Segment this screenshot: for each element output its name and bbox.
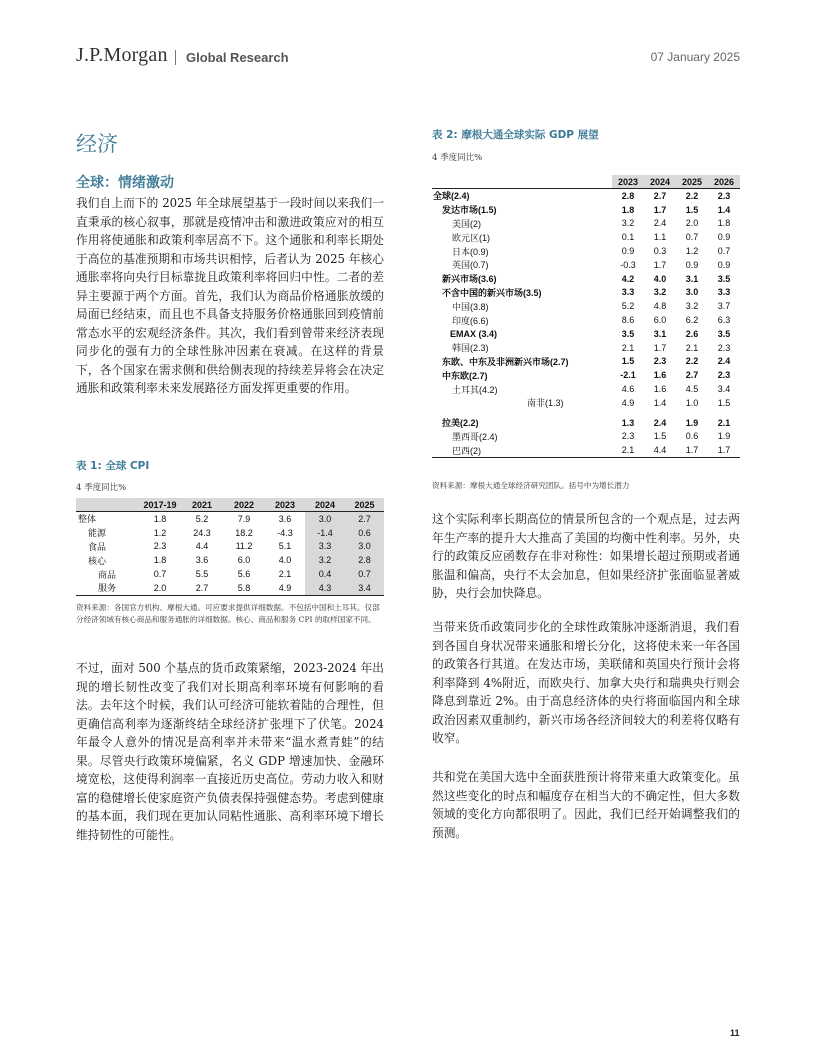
row-label: 美国(2) [452,218,481,229]
table2-source-note: 资料来源：摩根大通全球经济研究团队。括号中为增长潜力 [432,481,630,490]
table-cell: 1.8 [621,204,635,215]
brand-label: Global Research [186,50,289,65]
section-subtitle: 全球：情绪激动 [76,175,174,191]
table-header: 2024 [305,498,345,512]
table-cell: 1.4 [717,204,731,215]
table-cell: -2.1 [620,370,636,381]
table-cell: 1.5 [685,204,699,215]
row-label: 商品 [98,569,117,580]
table-cell: 0.6 [345,526,384,540]
table1-cpi [76,498,384,596]
row-label: 服务 [76,581,139,595]
table-cell: 5.2 [181,512,223,526]
table-header: 2017-19 [139,498,181,512]
table-cell: 1.9 [717,431,731,442]
row-label: 不含中国的新兴市场(3.5) [442,287,542,298]
table-header-blank [432,175,612,189]
table-cell: 5.1 [278,541,292,552]
table-cell: 18.2 [235,527,253,538]
table1-subcaption: 4 季度同比% [76,483,127,493]
table-cell: 0.7 [685,232,699,243]
table-cell: 2.1 [612,443,644,457]
table-cell: 2.4 [717,356,731,367]
table-cell: 2.1 [278,569,292,580]
table-cell: 0.4 [305,567,345,581]
table-cell: 4.0 [278,555,292,566]
table-cell: 11.2 [235,541,253,552]
table1-caption: 表 1: 全球 CPI [76,460,150,472]
table-cell: 3.4 [345,581,384,595]
table-cell: 1.8 [153,555,167,566]
table-header-row [76,498,384,512]
table-row [432,189,740,203]
row-label: 整体 [76,512,139,526]
table-cell: 0.9 [717,259,731,270]
row-label: 全球(2.4) [432,189,612,203]
table-cell: 2.3 [717,370,731,381]
publication-date: 07 January 2025 [650,50,740,64]
table-cell: 0.7 [153,569,167,580]
table-row [432,382,740,396]
table-row [432,230,740,244]
table-cell: 0.7 [717,246,731,257]
row-label: 韩国(2.3) [452,343,489,354]
table-cell: 3.0 [305,512,345,526]
table-cell: 1.7 [653,342,667,353]
table-cell: 1.5 [653,431,667,442]
table-cell: 4.9 [621,397,635,408]
table-row [432,396,740,410]
table-cell: 2.1 [717,417,731,428]
table-cell: 5.5 [195,569,209,580]
table-cell: 3.6 [195,555,209,566]
table-cell: 4.4 [195,541,209,552]
table-row [432,244,740,258]
table-header: 2024 [644,175,676,189]
table-header: 2023 [265,498,305,512]
table-header-blank [76,498,139,512]
table-cell: 5.2 [621,301,635,312]
table-cell: 3.3 [305,540,345,554]
table-cell: 2.3 [621,431,635,442]
paragraph-3: 这个实际利率长期高位的情景所包含的一个观点是，过去两年生产率的提升大大推高了美国的均衡中性利率。另外，央行的政策反应函数存在非对称性：如果增长超过预期或者通胀温和偏高，央行不太会加息，但如果经济扩张面临显著威胁，央行会加快降息。 [432,512,740,600]
row-label: 欧元区(1) [452,232,490,243]
table-cell: 2.7 [181,581,223,595]
table-cell: 2.7 [685,370,699,381]
table-row [432,410,740,430]
table-row [432,313,740,327]
jpmorgan-logo: J.P.Morgan [76,44,168,66]
table-cell: 2.3 [717,342,731,353]
table-row [76,567,384,581]
table-cell: 1.7 [676,443,708,457]
row-label: EMAX (3.4) [450,328,498,339]
table-cell: 3.3 [621,287,635,298]
table-cell: 3.0 [685,287,699,298]
table-cell: 2.2 [676,189,708,203]
table-header: 2022 [223,498,265,512]
row-label: 能源 [88,528,107,539]
row-label: 墨西哥(2.4) [452,431,498,442]
row-label: 南非(1.3) [527,398,564,409]
table-cell: 2.7 [644,189,676,203]
table-cell: 3.6 [265,512,305,526]
table-cell: 4.6 [621,384,635,395]
table-cell: 2.0 [685,218,699,229]
table-cell: 1.9 [685,417,699,428]
row-label: 英国(0.7) [452,260,489,271]
table-row [432,203,740,217]
table-cell: 4.4 [644,443,676,457]
table-cell: 0.9 [717,232,731,243]
table-cell: 4.2 [621,273,635,284]
row-label: 巴西(2) [432,443,612,457]
row-label: 新兴市场(3.6) [442,274,497,285]
paragraph-2: 不过，面对 500 个基点的货币政策紧缩，2023-2024 年出现的增长韧性改变了我们对长期高利率环境有何影响的看法。去年这个时候，我们认可经济可能软着陆的合理性，但更确信高利率为逐渐终结全球经济扩张埋下了伏笔。2024 年最令人意外的情况是高利率并未带来“温水煮青蛙”的结果。尽管央行政策环境偏紧，名义 GDP 增速加快、金融环境宽松，这使得利润率一直接近历史高位。劳动力收入和财富的稳健增长使家庭资产负债表保持强健态势。考虑到健康的基本面，我们现在更加认同粘性通胀、高利率环境下增长维持韧性的可能性。 [76,661,384,842]
table-cell: 6.0 [653,315,667,326]
table-cell: 3.2 [653,287,667,298]
table-row [432,430,740,444]
table-cell: 1.0 [685,397,699,408]
table-cell: 2.7 [345,512,384,526]
table-cell: 2.4 [653,417,667,428]
table-header-row [432,175,740,189]
table-cell: 2.8 [345,553,384,567]
table-cell: 3.3 [717,287,731,298]
table-cell: 1.5 [717,397,731,408]
table-cell: 2.3 [153,541,167,552]
table-cell: 3.0 [345,540,384,554]
table-cell: 3.1 [685,273,699,284]
table-cell: 1.6 [653,370,667,381]
table-cell: 1.3 [621,417,635,428]
table-cell: 8.6 [621,315,635,326]
table-cell: 0.3 [653,246,667,257]
row-label: 土耳其(4.2) [452,384,498,395]
table-cell: -1.4 [305,526,345,540]
table-cell: 5.6 [237,569,251,580]
table-cell: 1.7 [653,204,667,215]
table-row [432,217,740,231]
table-cell: 0.7 [345,567,384,581]
table-cell: 0.9 [685,259,699,270]
table-cell: 1.2 [685,246,699,257]
table-row [76,540,384,554]
table-cell: 3.2 [305,553,345,567]
header-divider [175,50,176,65]
table-row [76,553,384,567]
table2-gdp-outlook [432,175,740,458]
table-row [432,299,740,313]
row-label: 日本(0.9) [452,246,489,257]
table-cell: 3.2 [621,218,635,229]
table-cell: 1.6 [653,384,667,395]
table-row [432,368,740,382]
table-cell: 2.0 [139,581,181,595]
table-cell: 0.1 [621,232,635,243]
table-cell: 2.2 [685,356,699,367]
table-cell: 6.0 [237,555,251,566]
table-row [432,443,740,457]
table-cell: 1.2 [153,527,167,538]
table-cell: -0.3 [620,259,636,270]
table-cell: 2.6 [685,328,699,339]
table-cell: 6.2 [685,315,699,326]
row-label: 食品 [88,541,107,552]
table-cell: 1.1 [653,232,667,243]
table-cell: -4.3 [277,527,293,538]
table-cell: 2.3 [708,189,740,203]
table-cell: 2.8 [612,189,644,203]
table-cell: 6.3 [717,315,731,326]
row-label: 核心 [88,555,107,566]
table-row [432,355,740,369]
table-header: 2023 [612,175,644,189]
table-cell: 1.4 [653,397,667,408]
row-label: 印度(6.6) [452,315,489,326]
row-label: 中国(3.8) [452,301,489,312]
table-cell: 3.5 [717,328,731,339]
row-label: 发达市场(1.5) [442,205,497,216]
table2-subcaption: 4 季度同比% [432,153,483,163]
table-cell: 1.7 [708,443,740,457]
table-cell: 7.9 [223,512,265,526]
table-row [76,581,384,595]
table-cell: 24.3 [193,527,211,538]
table-cell: 1.8 [717,218,731,229]
table-cell: 3.1 [653,328,667,339]
table-cell: 4.9 [265,581,305,595]
table-header: 2025 [676,175,708,189]
table-cell: 0.6 [685,431,699,442]
table-cell: 4.0 [653,273,667,284]
table-header: 2026 [708,175,740,189]
page-number: 11 [730,1028,740,1038]
table-cell: 4.3 [305,581,345,595]
table1-source-note: 资料来源：各国官方机构、摩根大通。可应要求提供详细数据。不包括中国和土耳其。仅部分经济领域有核心商品和服务通胀的详细数据。核心、商品和服务 CPI 的取样国家不同。 [76,603,380,624]
table-row [76,512,384,526]
paragraph-4: 当带来货币政策同步化的全球性政策脉冲逐渐消退，我们看到各国自身状况带来通胀和增长分化，这将使未来一年各国的政策各行其道。在发达市场，美联储和英国央行预计会将利率降到 4%附近，而欧央行、加拿大央行和瑞典央行则会降息到靠近 2%。由于高息经济体的央行将面临国内和全球政治因素双重制约，新兴市场各经济间较大的利差将仅略有收窄。 [432,620,740,745]
table-row [432,272,740,286]
table-cell: 2.3 [653,356,667,367]
table-cell: 2.1 [621,342,635,353]
table-cell: 3.2 [685,301,699,312]
section-title: 经济 [76,132,118,156]
table-cell: 3.5 [621,328,635,339]
row-label: 中东欧(2.7) [442,370,488,381]
table-cell: 1.5 [621,356,635,367]
table-cell: 3.7 [717,301,731,312]
table-row [432,341,740,355]
table-cell: 5.8 [223,581,265,595]
table-cell: 3.4 [717,384,731,395]
table-cell: 0.9 [621,246,635,257]
row-label: 拉美(2.2) [442,418,479,429]
table-cell: 1.7 [653,259,667,270]
table-header: 2025 [345,498,384,512]
table-cell: 1.8 [139,512,181,526]
paragraph-5: 共和党在美国大选中全面获胜预计将带来重大政策变化。虽然这些变化的时点和幅度存在相当大的不确定性，但大多数领域的变化方向都很明了。因此，我们已经开始调整我们的预测。 [432,770,740,840]
table2-caption: 表 2: 摩根大通全球实际 GDP 展望 [432,129,599,141]
table-header: 2021 [181,498,223,512]
table-cell: 2.1 [685,342,699,353]
table-row [76,526,384,540]
table-cell: 4.5 [685,384,699,395]
table-cell: 3.5 [717,273,731,284]
table-row [432,286,740,300]
paragraph-1: 我们自上而下的 2025 年全球展望基于一段时间以来我们一直秉承的核心叙事，那就是疫情冲击和激进政策应对的相互作用将使通胀和政策利率居高不下。这个通胀和利率长期处于高位的基准预期和市场共识相悖，后者认为 2025 年核心通胀率将向央行目标靠拢且政策利率将回归中性。二者的差异主要源于两个方面。首先，我们认为商品价格通胀放缓的局面已经结束，而且也不具备支持服务价格通胀回到疫情前常态水平的宏观经济条件。其次，我们看到曾带来经济表现同步化的强有力的全球性脉冲因素在衰减。在这样的背景下，各个国家在需求侧和供给侧表现的持续差异将会在决定通胀和政策利率未来发展路径方面发挥更重要的作用。 [76,196,384,395]
row-label: 东欧、中东及非洲新兴市场(2.7) [442,356,569,367]
table-cell: 2.4 [653,218,667,229]
table-row [432,327,740,341]
table-cell: 4.8 [653,301,667,312]
table-row [432,258,740,272]
